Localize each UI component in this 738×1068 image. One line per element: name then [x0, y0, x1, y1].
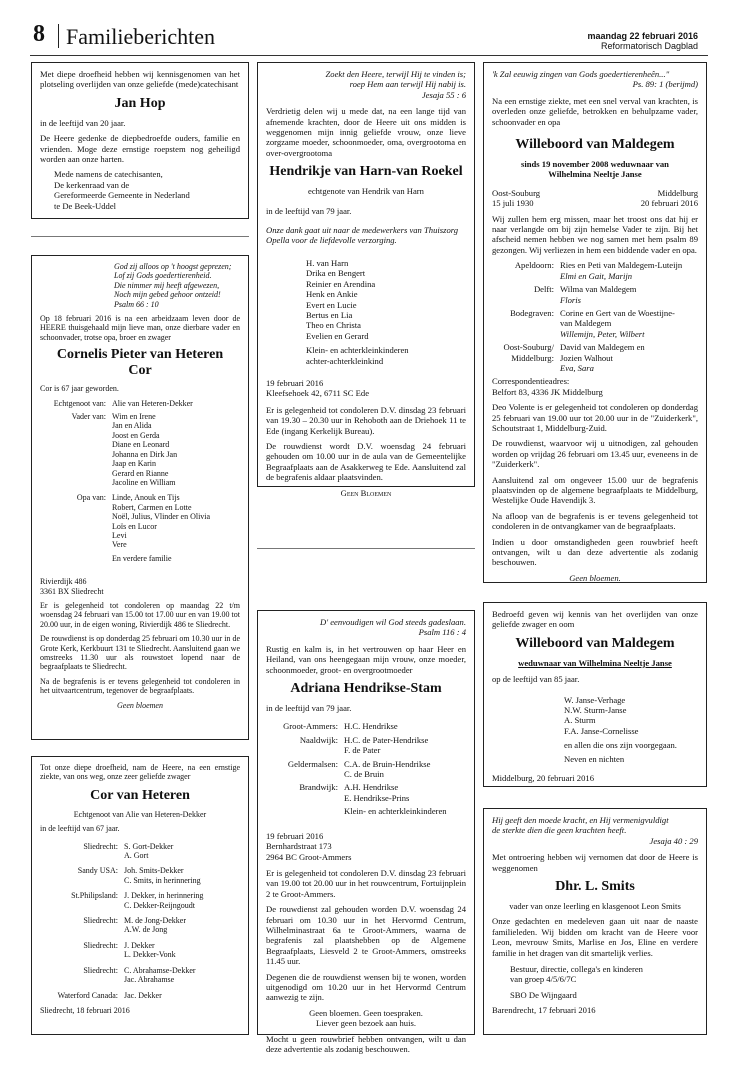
verse-line: de sterkte dien die geen krachten heeft. [492, 825, 627, 836]
family-list [266, 721, 466, 731]
family-label: Opa van: [76, 493, 106, 503]
family-member: Loïs en Lucor [112, 521, 157, 531]
family-member: Bertus en Lia [306, 309, 353, 320]
deceased-name: Adriana Hendrikse-Stam [290, 681, 442, 697]
place-date: Sliedrecht, 18 februari 2016 [40, 1005, 130, 1015]
notice-hendrikje-van-harn [257, 62, 475, 498]
family-member: Diane en Leonard [112, 440, 170, 450]
address-line: 2964 BC Groot-Ammers [266, 851, 352, 862]
family-member: Ries en Peti van Maldegem-Luteijn [560, 260, 683, 271]
family-member: Levi [112, 530, 127, 540]
signature-line: Mede namens de catechisanten, [54, 169, 163, 180]
address-line: 3361 BX Sliedrecht [40, 586, 104, 596]
verse-line: D' eenvoudigen wil God steeds gadeslaan. [320, 617, 466, 627]
header-divider [58, 24, 59, 48]
deceased-name: Willeboord van Maldegem [515, 635, 675, 651]
notice-jan-hop [31, 62, 249, 219]
family-list [40, 891, 240, 910]
family-list [40, 916, 240, 935]
flowers-note: Geen bloemen [117, 700, 163, 710]
verse-reference: Jesaja 40 : 29 [649, 835, 698, 846]
organisation-name: SBO De Wijngaard [510, 989, 577, 1000]
family-member: Drika en Bengert [306, 268, 366, 279]
family-members [560, 308, 698, 339]
family-member: Jac. Abrahamse [124, 975, 175, 985]
family-members [560, 342, 698, 373]
family-members [344, 759, 466, 780]
death [641, 188, 698, 209]
family-member: H. van Harn [306, 257, 349, 268]
family-label: Sliedrecht: [83, 841, 118, 851]
family-member: Klein- en achterkleinkinderen [344, 806, 447, 817]
family-member: C. Abrahamse-Dekker [124, 965, 196, 975]
family-member: Joh. Smits-Dekker [124, 866, 184, 876]
grandchildren: Willemijn, Peter, Wilbert [560, 328, 645, 339]
funeral-text: De rouwdienst, waarvoor wij u uitnodigen, zal gehouden worden op vrijdag 26 februari om 13.45 uur, eveneens in de "Zuiderkerk". [492, 438, 698, 470]
family-member: N.W. Sturm-Janse [564, 705, 627, 716]
deceased-name: Willeboord van Maldegem [515, 137, 675, 153]
family-member: E. Hendrikse-Prins [344, 792, 410, 803]
family-list [266, 258, 466, 366]
family-label: Sliedrecht: [83, 965, 118, 975]
signature-line: te De Beek-Uddel [54, 200, 117, 211]
signature [40, 169, 240, 211]
verse-line: roep Hem aan terwijl Hij nabij is. [349, 79, 466, 90]
deceased-name: Dhr. L. Smits [555, 879, 635, 895]
family-list [492, 342, 698, 373]
verse-line: Hij geeft den moede kracht, en Hij vermenigvuldigt [492, 815, 669, 825]
signature [492, 964, 698, 1000]
family-member: achter-achterkleinkind [306, 355, 384, 366]
family-member: A. Gort [124, 851, 149, 861]
header-paper: Reformatorisch Dagblad [600, 41, 698, 51]
notice-text: Wij zullen hem erg missen, maar het troost ons dat hij er naar verlangde om bij zijn hemelse Vader te zijn. Bij het afscheid nemen hebben we nog samen met hem psalm 89 gezongen. Wij verliezen in hem een biddende vader en opa. [492, 213, 698, 255]
family-member: Evert en Lucie [306, 299, 357, 310]
header-date: maandag 22 februari 2016 [587, 31, 698, 41]
notice-age: in de leeftijd van 79 jaar. [266, 205, 352, 216]
family-member: Jozien Walhout [560, 352, 613, 363]
notice-adriana-hendrikse-stam [257, 610, 475, 1054]
family-members [124, 916, 240, 935]
deceased-nickname: Cor [128, 363, 152, 379]
deceased-name: Cornelis Pieter van Heteren [56, 347, 224, 363]
grandchildren: Eva, Sara [560, 362, 594, 373]
verse [40, 262, 240, 309]
family-member: Jacoline en William [112, 477, 176, 487]
address-line: Bernhardstraat 173 [266, 841, 332, 852]
family-member: Noël, Julius, Vlinder en Olivia [112, 512, 211, 522]
family-member: en allen die ons zijn voorgegaan. [564, 740, 677, 751]
spouse-line: echtgenote van Hendrik van Harn [308, 186, 424, 197]
family-list [40, 991, 240, 1000]
family-member: Wilma van Maldegem [560, 284, 637, 295]
signature-line: Gereformeerde Gemeente in Nederland [54, 190, 190, 201]
family-members [344, 782, 466, 803]
family-list [40, 941, 240, 960]
deceased-name: Jan Hop [114, 95, 166, 111]
flowers-note: Geen bloemen. [569, 572, 621, 583]
family-members [124, 866, 240, 885]
family-member: F.A. Janse-Cornelisse [564, 725, 639, 736]
verse-line: Lof zij Gods goedertierenheid. [114, 271, 212, 281]
deceased-name: Cor van Heteren [90, 787, 190, 803]
condolence-text: Er is gelegenheid tot condoleren D.V. dinsdag 23 februari van 19.00 tot 20.00 uur in het rouwcentrum, Fortuijnplein 2 te Groot-Ammers. [266, 867, 466, 899]
family-label: Groot-Ammers: [283, 721, 338, 732]
condolence-text: Er is gelegenheid tot condoleren D.V. dinsdag 23 februari van 19.30 – 20.30 uur in Rehoboth aan de Driehoek 11 te Ede (ingang Kerkelijk Bureau). [266, 404, 466, 436]
verse-line: 'k Zal eeuwig zingen van Gods goedertierenheên..." [492, 69, 670, 79]
family-list [492, 284, 698, 305]
family-member: H.C. Hendrikse [344, 721, 398, 732]
family-member: Corine en Gert van de Woestijne- [560, 307, 675, 318]
family-members [560, 260, 698, 281]
family-members [124, 842, 240, 861]
family-label: Sliedrecht: [83, 916, 118, 926]
family-list [40, 493, 240, 549]
birth [492, 188, 540, 209]
family-label: Oost-Souburg/ Middelburg: [503, 342, 554, 363]
family-label: Apeldoorn: [514, 260, 554, 271]
family-member: F. de Pater [344, 745, 381, 756]
address-line: Kleefsehoek 42, 6711 SC Ede [266, 388, 370, 399]
family-member: Alie van Heteren-Dekker [112, 398, 193, 408]
spouse-line: weduwnaar van Wilhelmina Neeltje Janse [518, 657, 672, 668]
burial-text: Aansluitend zal om ongeveer 15.00 uur de begrafenis plaatsvinden op de algemene begraafplaats te Middelburg, Westelijke Oude Havendijk 3. [492, 474, 698, 506]
family-member: Robert, Carmen en Lotte [112, 502, 192, 512]
condolence-text: Deo Volente is er gelegenheid tot condoleren op donderdag 25 februari van 19.00 uur tot 20.00 uur in de "Zuiderkerk", Schoutstraat 1, Middelburg-Zuid. [492, 402, 698, 433]
grandchildren: Elmi en Gait, Marijn [560, 270, 633, 281]
notice-intro: Bedroefd geven wij kennis van het overlijden van onze geliefde zwager en oom [492, 609, 698, 630]
family-member: C.A. de Bruin-Hendrikse [344, 758, 431, 769]
notice-intro: Rustig en kalm is, in het vertrouwen op haar Heer en Heiland, van ons heengegaan mijn vrouw, onze moeder, schoonmoeder, groot- en overgrootmoeder [266, 643, 466, 675]
family-list [266, 782, 466, 803]
family-member: Theo en Christa [306, 320, 361, 331]
family-member: En verdere familie [112, 553, 172, 563]
family-label: Bodegraven: [510, 307, 554, 318]
family-list [40, 866, 240, 885]
closing-text: Mocht u geen rouwbrief hebben ontvangen, wilt u dan deze advertentie als zodanig beschouwen. [266, 1033, 466, 1054]
spouse-line: sinds 19 november 2008 weduwnaar van [521, 159, 669, 170]
family-list [492, 308, 698, 339]
family-member: A.H. Hendrikse [344, 782, 399, 793]
family-member: M. de Jong-Dekker [124, 916, 186, 926]
verse-line: Noch mijn gebed gehoor ontzeid! [114, 290, 221, 300]
correspondence-label: Correspondentieadres: [492, 376, 570, 387]
family-members [344, 735, 466, 756]
notice-age: in de leeftijd van 20 jaar. [40, 117, 126, 128]
header-date-block [587, 31, 698, 51]
notice-willeboord-van-maldegem [483, 62, 707, 583]
family-label: Waterford Canada: [57, 990, 118, 1000]
family-member: Henk en Ankie [306, 289, 358, 300]
visit-note: Liever geen bezoek aan huis. [316, 1018, 416, 1029]
notice-text: Onze gedachten en medeleven gaan uit naar de naaste familieleden. Wij bidden om kracht van de Heere voor Leon, mevrouw Smits, Marlise en Jos, Eline en verdere familie in het dragen van dit smartelijk verlies. [492, 916, 698, 958]
family-member: Gerard en Rianne [112, 468, 169, 478]
birth-place: Oost-Souburg [492, 187, 541, 198]
burial-text: Na de begrafenis is er tevens gelegenheid tot condoleren in het uitvaartcentrum, tegenover de begraafplaats. [40, 676, 240, 696]
family-member: Johanna en Dirk Jan [112, 449, 178, 459]
family-label: Delft: [533, 284, 554, 295]
notice-intro: Na een ernstige ziekte, met een snel verval van krachten, is overleden onze geliefde, betrokken en behulpzame vader, schoonvader en opa [492, 95, 698, 127]
signature-line: van groep 4/5/6/7C [510, 974, 577, 985]
family-member: van Maldegem [560, 318, 612, 329]
family-members [124, 966, 240, 985]
verse-line: Zoekt den Heere, terwijl Hij te vinden is; [325, 69, 466, 79]
attendance-text: Degenen die de rouwdienst wensen bij te wonen, worden uitgenodigd om 10.20 uur in het Hervormd Centrum aanwezig te zijn. [266, 971, 466, 1003]
verse-reference: Psalm 116 : 4 [418, 627, 466, 638]
address-line: Rivierdijk 486 [40, 577, 87, 587]
family-member: Evelien en Gerard [306, 330, 369, 341]
family-member: Reinier en Arendina [306, 278, 376, 289]
family-list [40, 412, 240, 487]
page-header [0, 0, 738, 52]
family-member: Joost en Gerda [112, 430, 160, 440]
family-member: C. de Bruin [344, 769, 384, 780]
funeral-text: De rouwdienst is op donderdag 25 februari om 10.30 uur in de Grote Kerk, Kerkbuurt 131 te Sliedrecht. Aansluitend gaan we omstreeks 11.30 uur als rouwstoet lopend naar de begraafplaats te Sliedrecht. [40, 634, 240, 672]
column-separator [31, 236, 249, 237]
notice-age: op de leeftijd van 85 jaar. [492, 674, 580, 685]
place-date: Barendrecht, 17 februari 2016 [492, 1005, 596, 1016]
flowers-note: Geen bloemen. Geen toespraken. [309, 1007, 423, 1018]
family-members [124, 891, 240, 910]
family-member: A. Sturm [564, 715, 596, 726]
verse-reference: Psalm 66 : 10 [114, 299, 159, 309]
condolence-text: Er is gelegenheid tot condoleren op maandag 22 t/m woensdag 24 februari van 15.00 tot 17.00 uur en van 19.00 tot 20.00 uur, in de eigen woning, Rivierdijk 486 te Sliedrecht. [40, 600, 240, 629]
family-label: Sliedrecht: [83, 940, 118, 950]
family-member: W. Janse-Verhage [564, 694, 626, 705]
spouse-line: Wilhelmina Neeltje Janse [548, 169, 642, 180]
life-dates [492, 188, 698, 209]
family-members [112, 412, 240, 487]
after-burial-text: Na afloop van de begrafenis is er tevens gelegenheid tot condoleren in de ontvangkamer van de begraafplaats. [492, 510, 698, 532]
family-list [40, 842, 240, 861]
notice-cornelis-van-heteren [31, 255, 249, 740]
verse-line: God zij alloos op 't hoogst geprezen; [114, 262, 232, 271]
notice-age: Cor is 67 jaar geworden. [40, 384, 119, 394]
place-date: Middelburg, 20 februari 2016 [492, 773, 594, 784]
verse-line: Die nimmer mij heeft afgewezen, [114, 280, 220, 290]
notice-dhr-smits [483, 808, 707, 1035]
page-number: 8 [33, 21, 45, 47]
family-members [124, 941, 240, 960]
family-member: J. Dekker [124, 940, 155, 950]
column-separator [257, 548, 475, 549]
family-label: Vader van: [71, 412, 106, 422]
grandchildren: Floris [560, 294, 582, 305]
notice-intro: Met diepe droefheid hebben wij kennisgenomen van het plotseling overlijden van onze geliefde (mede)catechisant [40, 69, 240, 90]
signature-line: De kerkenraad van de [54, 179, 130, 190]
family-member: Jac. Dekker [124, 990, 162, 1000]
thanks-note: Onze dank gaat uit naar de medewerkers van Thuiszorg Opella voor de liefdevolle verzorging. [266, 225, 459, 246]
family-member: L. Dekker-Vonk [124, 950, 176, 960]
family-list [40, 966, 240, 985]
family-list [40, 399, 240, 408]
header-rule [30, 55, 708, 56]
death-place: Middelburg [657, 187, 698, 198]
notice-age: in de leeftijd van 67 jaar. [40, 824, 120, 834]
family-member: Neven en nichten [564, 753, 625, 764]
family-label: Naaldwijk: [299, 734, 338, 745]
notice-willeboord-family [483, 602, 707, 787]
family-member: S. Gort-Dekker [124, 841, 174, 851]
deceased-name: Hendrikje van Harn-van Roekel [269, 164, 463, 180]
family-list [266, 735, 466, 756]
correspondence-address: Belfort 83, 4336 JK Middelburg [492, 386, 603, 397]
family-member: Vere [112, 540, 127, 550]
verse-reference: Jesaja 55 : 6 [421, 89, 466, 100]
flowers-note: Geen Bloemen [340, 487, 392, 498]
family-list [492, 695, 698, 764]
family-label: Echtgenoot van: [53, 398, 106, 408]
notice-intro: Met ontroering hebben wij vernomen dat door de Heere is weggenomen [492, 852, 698, 873]
death-date: 20 februari 2016 [640, 198, 698, 209]
verse [266, 69, 466, 100]
family-member: A.W. de Jong [124, 925, 168, 935]
notice-cor-van-heteren [31, 756, 249, 1035]
family-members [560, 284, 698, 305]
family-label: St.Philipsland: [71, 891, 118, 901]
address-line: 19 februari 2016 [266, 377, 324, 388]
family-member: C. Smits, in herinnering [124, 875, 201, 885]
family-member: David van Maldegem en [560, 342, 645, 353]
verse-reference: Ps. 89: 1 (berijmd) [632, 79, 698, 90]
family-list [266, 759, 466, 780]
notice-text: De Heere gedenke de diepbedroefde ouders, familie en vrienden. Moge deze ernstige roepstem nog geheiligd worden aan onze harten. [40, 133, 240, 165]
family-member: Klein- en achterkleinkinderen [306, 345, 409, 356]
family-label: Geldermalsen: [287, 758, 338, 769]
section-title: Familieberichten [66, 24, 216, 49]
notice-age: in de leeftijd van 79 jaar. [266, 703, 352, 714]
family-member: Jan en Alida [112, 421, 152, 431]
family-member: Linde, Anouk en Tijs [112, 493, 180, 503]
funeral-text: De rouwdienst wordt D.V. woensdag 24 februari gehouden om 10.00 uur in de aula van de Gemeentelijke Begraafplaats aan de Asakkerweg te Ede. Aansluitend zal de begrafenis aldaar plaatsvinden. [266, 440, 466, 483]
notice-intro: Verdrietig delen wij u mede dat, na een lange tijd van afnemende krachten, door de Heere uit ons midden is weggenomen mijn innig geliefde vrouw, onze lieve zorgzame moeder, schoonmoeder, oma, overgrootoma en over-overgrootoma [266, 106, 466, 158]
family-member: C. Dekker-Reijngoudt [124, 900, 195, 910]
funeral-text: De rouwdienst zal gehouden worden D.V. woensdag 24 februari om 10.30 uur in het Hervormd Centrum, Wilhelminastraat 6a te Groot-Ammers, waarna de begrafenis zal plaatshebben op de Algemene Begraafplaats, Liesveld 2 te Groot-Ammers, omstreeks 11.45 uur. [266, 904, 466, 967]
address-line: 19 februari 2016 [266, 830, 324, 841]
birth-date: 15 juli 1930 [492, 198, 534, 209]
closing-text: Indien u door omstandigheden geen rouwbrief heeft ontvangen, wilt u dan deze advertentie als zodanig beschouwen. [492, 536, 698, 568]
family-list [492, 260, 698, 281]
family-member: J. Dekker, in herinnering [124, 891, 204, 901]
notice-intro: Tot onze diepe droefheid, nam de Heere, na een ernstige ziekte, van ons weg, onze zeer geliefde zwager [40, 763, 240, 782]
family-member: Wim en Irene [112, 412, 156, 422]
notice-intro: Op 18 februari 2016 is na een arbeidzaam leven door de HEERE thuisgehaald mijn lieve man, onze dierbare vader en schoonvader, trotse opa, broer en zwager [40, 314, 240, 342]
spouse-line: Echtgenoot van Alie van Heteren-Dekker [73, 809, 207, 819]
family-member: Jaap en Karin [112, 459, 156, 469]
family-members [112, 493, 240, 549]
family-label: Sandy USA: [77, 866, 118, 876]
relation-line: vader van onze leerling en klasgenoot Leon Smits [509, 901, 681, 912]
signature-line: Bestuur, directie, collega's en kinderen [510, 964, 643, 975]
family-label: Brandwijk: [299, 782, 338, 793]
family-member: H.C. de Pater-Hendrikse [344, 734, 429, 745]
